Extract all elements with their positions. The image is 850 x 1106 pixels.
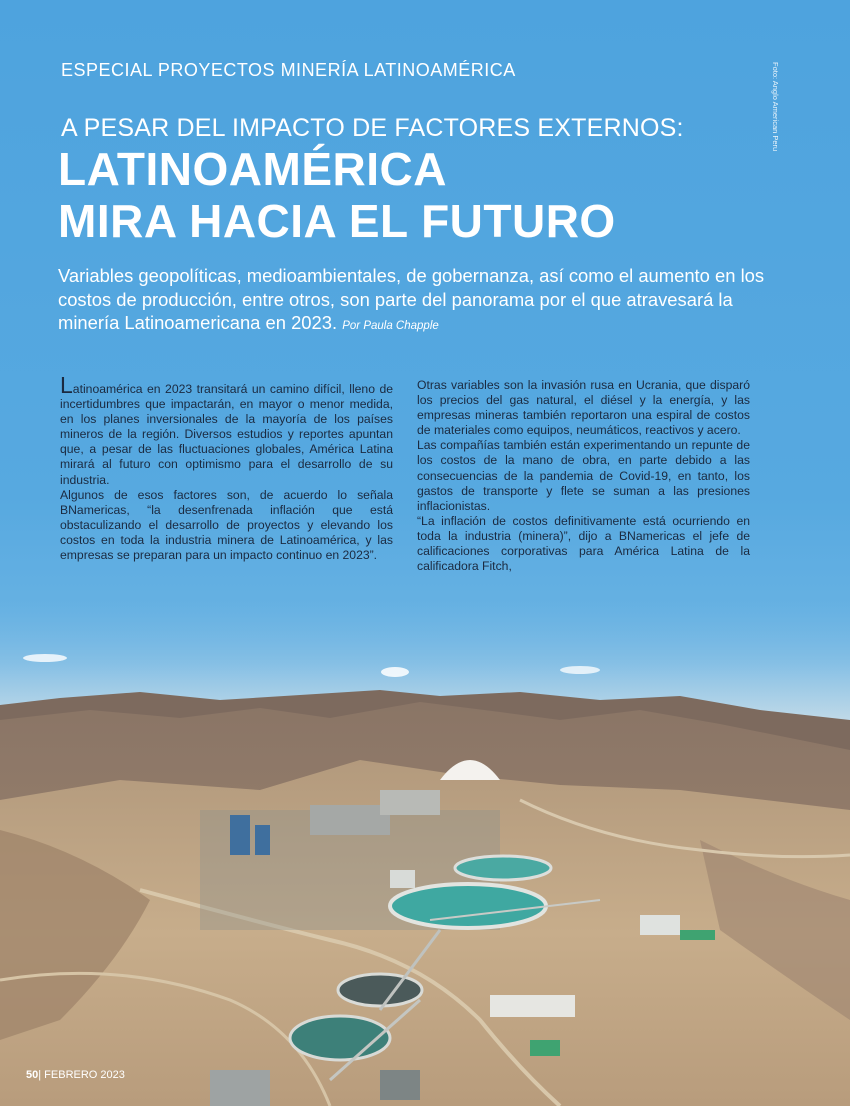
page-footer: 50| FEBRERO 2023 — [26, 1069, 125, 1081]
paragraph: “La inflación de costos definitivamente está ocurriendo en toda la industria (minera)”, dijo a BNamericas el jefe de calificaciones corporativas para América Latina de la calificadora Fitch, — [417, 513, 750, 574]
headline-line-2: MIRA HACIA EL FUTURO — [58, 195, 616, 247]
section-kicker: ESPECIAL PROYECTOS MINERÍA LATINOAMÉRICA — [61, 60, 516, 80]
paragraph: Algunos de esos factores son, de acuerdo lo señala BNamericas, “la desenfrenada inflación que está obstaculizando el desarrollo de proyectos y elevando los costos en toda la industria minera de Latinoamérica, y las empresas se preparan para un impacto continuo en 2023”. — [60, 487, 393, 563]
body-column-1 — [60, 372, 393, 563]
article-deck — [58, 264, 798, 339]
mine-aerial-photo — [0, 600, 850, 1106]
photo-credit: Foto: Anglo American Peru — [771, 62, 780, 152]
article-headline — [58, 143, 616, 247]
paragraph — [60, 372, 393, 488]
issue-date: FEBRERO 2023 — [44, 1069, 125, 1081]
body-column-2 — [417, 378, 750, 574]
deck-text: Variables geopolíticas, medioambientales, de gobernanza, así como el aumento en los costos de producción, entre otros, son parte del panorama por el que atravesará la minería Latinoamericana en 2023. — [58, 265, 765, 333]
paragraph-text: atinoamérica en 2023 transitará un camino difícil, lleno de incertidumbres que impactarán, en mayor o menor medida, en los planes inversionales de la mayoría de los países mineros de la región. Diversos estudios y reportes apuntan que, a pesar de las fluctuaciones globales, América Latina mirará al futuro con optimismo para el desarrollo de su industria. — [60, 382, 393, 487]
paragraph: Otras variables son la invasión rusa en Ucrania, que disparó los precios del gas natural, el diésel y la energía, y las empresas mineras también reportaron una espiral de costos de materiales como equipos, neumáticos, reactivos y acero. — [417, 378, 750, 438]
drop-cap: L — [60, 372, 73, 398]
headline-line-1: LATINOAMÉRICA — [58, 143, 447, 195]
page-number: 50 — [26, 1069, 39, 1081]
article-supertitle: A PESAR DEL IMPACTO DE FACTORES EXTERNOS: — [61, 114, 684, 142]
byline: Por Paula Chapple — [342, 320, 439, 332]
paragraph: Las compañías también están experimentando un repunte de los costos de la mano de obra, en parte debido a las consecuencias de la pandemia de Covid-19, en tanto, los gastos de transporte y flete se suman a las presiones inflacionistas. — [417, 438, 750, 513]
